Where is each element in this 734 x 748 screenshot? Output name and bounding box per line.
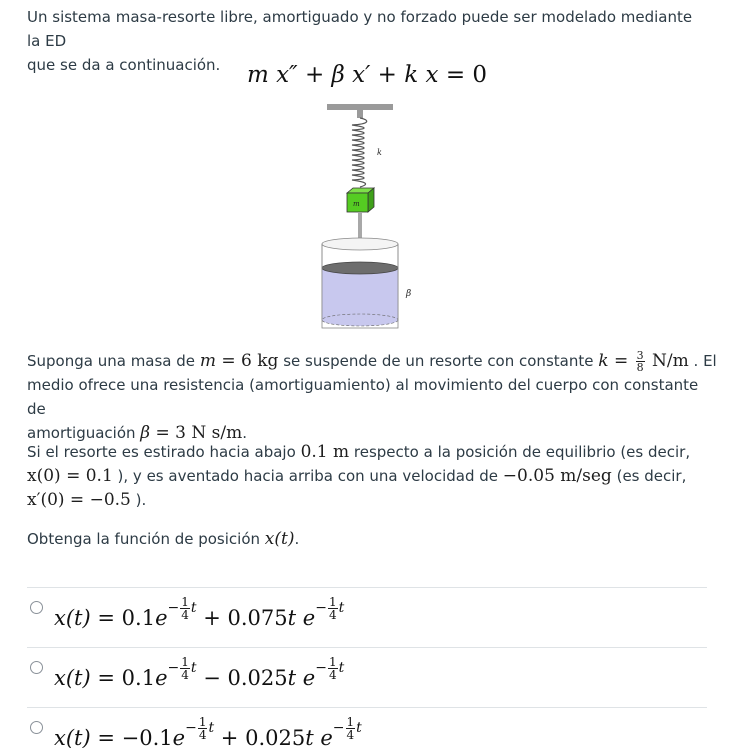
- damper-cylinder: [322, 238, 398, 328]
- num: 1: [346, 714, 355, 729]
- equals: =: [97, 726, 115, 748]
- coef: 0.025: [245, 726, 306, 748]
- eq-zero: 0: [472, 62, 488, 88]
- divider: [27, 587, 707, 588]
- answer-option-2[interactable]: [27, 650, 707, 708]
- coef: 0.1: [121, 606, 156, 630]
- den: 4: [328, 667, 337, 682]
- initial-velocity: x′(0) = −0.5: [27, 490, 131, 510]
- question-prompt: [27, 527, 707, 551]
- intro-line-2: que se da a continuación.: [27, 56, 221, 74]
- text: se suspende de un resorte con constante: [283, 352, 594, 370]
- k-unit: N/m: [652, 351, 689, 371]
- coef: −0.1: [121, 726, 173, 748]
- lhs: x(t): [54, 606, 91, 630]
- var-beta: β: [140, 423, 151, 443]
- problem-paragraph-initial-conditions: [27, 440, 707, 512]
- eq-x: x: [425, 62, 439, 88]
- num: 1: [181, 654, 189, 669]
- eq-beta: β: [331, 62, 345, 88]
- eq-m: m: [246, 62, 269, 88]
- minus: −: [315, 660, 327, 676]
- var-k: k: [598, 351, 609, 371]
- equals: =: [613, 351, 629, 371]
- t: t: [287, 666, 297, 690]
- den: 4: [181, 607, 189, 622]
- text: medio ofrece una resistencia (amortiguamiento) al movimiento del cuerpo con constante de: [27, 376, 699, 418]
- text: respecto a la posición de equilibrio (es decir,: [353, 443, 691, 461]
- num: 1: [328, 654, 337, 669]
- mass-label: m: [353, 200, 360, 208]
- radio-button[interactable]: [30, 661, 43, 674]
- initial-position: x(0) = 0.1: [27, 466, 113, 486]
- eq-k: k: [404, 62, 419, 88]
- lhs: x(t): [54, 726, 91, 748]
- damper-label: β: [406, 289, 412, 299]
- den: 4: [198, 727, 207, 742]
- operator: +: [203, 606, 221, 630]
- text: (es decir,: [616, 467, 687, 485]
- ceiling-bar: [327, 104, 393, 110]
- text: Si el resorte es estirado hacia abajo: [27, 443, 296, 461]
- beta-value: = 3 N s/m: [155, 423, 243, 443]
- spring-icon: [352, 118, 367, 187]
- k-fraction: [636, 350, 645, 373]
- text: .: [294, 530, 300, 548]
- text: . El: [693, 352, 717, 370]
- num: 1: [181, 594, 189, 609]
- velocity-value: −0.05 m/seg: [502, 466, 612, 486]
- var-m: m: [199, 351, 216, 371]
- text: amortiguación: [27, 424, 136, 442]
- divider: [27, 707, 707, 708]
- den: 4: [181, 667, 189, 682]
- operator: +: [220, 726, 239, 748]
- answer-formula: [54, 714, 362, 748]
- position-function: x(t): [264, 529, 295, 549]
- eq-equals: =: [445, 62, 466, 88]
- t: t: [208, 720, 215, 736]
- divider: [27, 647, 707, 648]
- t: t: [190, 600, 197, 616]
- eq-xpp: x″: [276, 62, 298, 88]
- text: .: [242, 424, 248, 442]
- mass-value: = 6 kg: [221, 351, 279, 371]
- exp-base: e: [302, 666, 316, 690]
- coef: 0.075: [227, 606, 288, 630]
- minus: −: [332, 720, 345, 736]
- radio-button[interactable]: [30, 601, 43, 614]
- t: t: [338, 600, 345, 616]
- answer-formula: [54, 654, 345, 694]
- eq-plus: +: [377, 62, 397, 88]
- text: ).: [135, 491, 147, 509]
- exp-base: e: [155, 606, 168, 630]
- spring-label: k: [377, 148, 382, 157]
- coef: 0.1: [121, 666, 156, 690]
- t: t: [190, 660, 197, 676]
- t: t: [356, 720, 362, 736]
- k-den: 8: [636, 361, 644, 374]
- problem-paragraph-mass: [27, 349, 717, 445]
- lhs: x(t): [54, 666, 91, 690]
- coef: 0.025: [227, 666, 288, 690]
- equals: =: [97, 666, 115, 690]
- radio-button[interactable]: [30, 721, 43, 734]
- equals: =: [97, 606, 115, 630]
- minus: −: [185, 720, 197, 736]
- exp-base: e: [320, 726, 333, 748]
- answer-formula: [54, 594, 345, 634]
- exp-base: e: [302, 606, 316, 630]
- text: Obtenga la función de posición: [27, 530, 261, 548]
- den: 4: [346, 727, 355, 742]
- t: t: [287, 606, 297, 630]
- t: t: [338, 660, 345, 676]
- intro-line-1: Un sistema masa-resorte libre, amortiguado y no forzado puede ser modelado mediante la ED: [27, 8, 693, 50]
- minus: −: [167, 600, 180, 616]
- num: 1: [198, 714, 207, 729]
- eq-xp: x′: [352, 62, 371, 88]
- den: 4: [328, 607, 337, 622]
- operator: −: [203, 666, 221, 690]
- ode-equation: [0, 62, 734, 88]
- answer-option-3[interactable]: [27, 710, 707, 748]
- exp-base: e: [155, 666, 168, 690]
- num: 1: [328, 594, 337, 609]
- exp-base: e: [172, 726, 186, 748]
- k-num: 3: [636, 349, 644, 362]
- minus: −: [167, 660, 180, 676]
- displacement-value: 0.1 m: [300, 442, 350, 462]
- eq-plus: +: [304, 62, 325, 88]
- t: t: [305, 726, 314, 748]
- mass-spring-damper-diagram: [300, 98, 430, 338]
- text: Suponga una masa de: [27, 352, 196, 370]
- minus: −: [315, 600, 327, 616]
- mass-block: [347, 188, 374, 212]
- answer-option-1[interactable]: [27, 590, 707, 648]
- text: ), y es aventado hacia arriba con una velocidad de: [117, 467, 499, 485]
